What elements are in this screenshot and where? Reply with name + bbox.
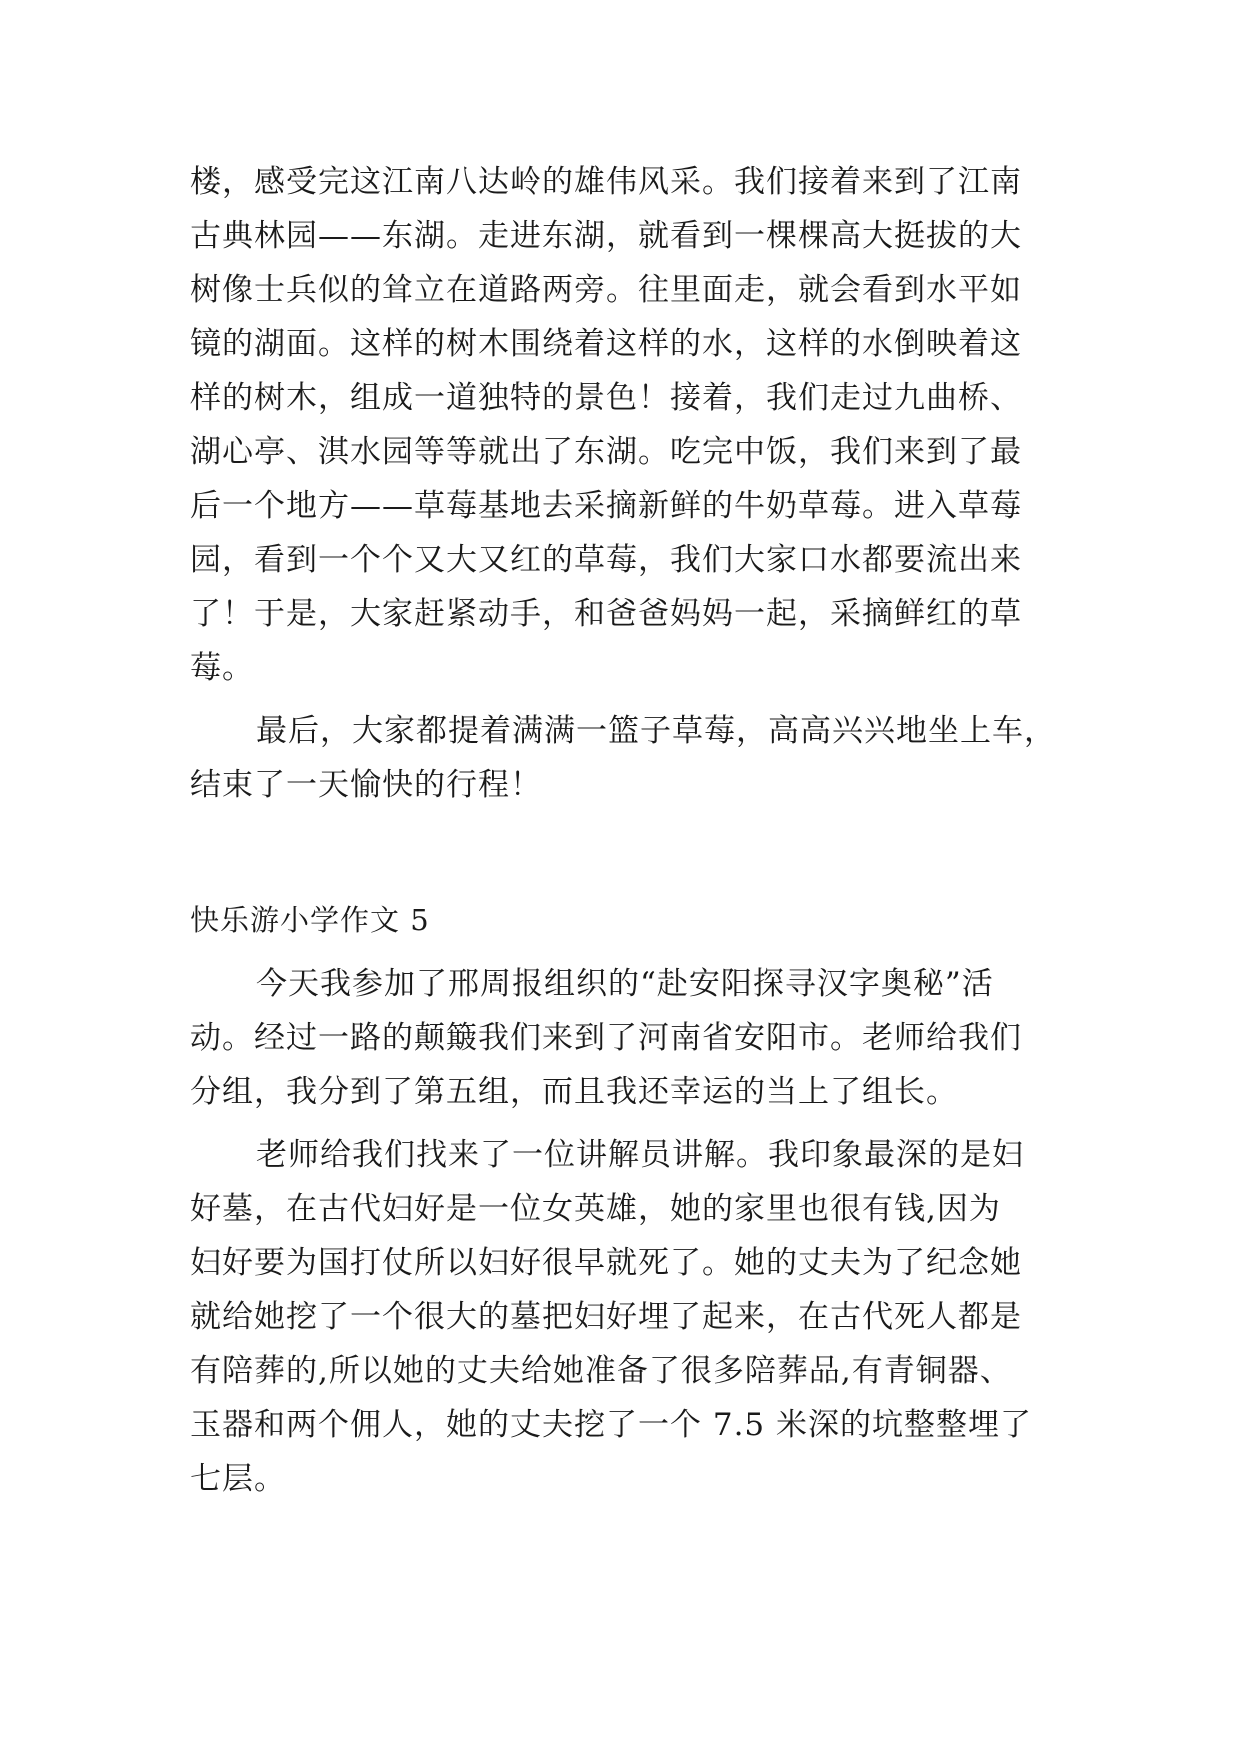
text-line: 七层。 xyxy=(190,1461,286,1497)
text-line: 样的树木，组成一道独特的景色！接着，我们走过九曲桥、 xyxy=(190,380,1022,416)
text-line: 湖心亭、淇水园等等就出了东湖。吃完中饭，我们来到了最 xyxy=(190,434,1022,470)
text-line: 就给她挖了一个很大的墓把妇好埋了起来，在古代死人都是 xyxy=(190,1299,1022,1335)
text-line: 了！于是，大家赶紧动手，和爸爸妈妈一起，采摘鲜红的草 xyxy=(190,596,1022,632)
section-heading: 快乐游小学作文 5 xyxy=(190,903,430,937)
text-line: 今天我参加了邢周报组织的“赴安阳探寻汉字奥秘”活 xyxy=(256,966,994,1002)
text-line: 古典林园——东湖。走进东湖，就看到一棵棵高大挺拔的大 xyxy=(190,218,1022,254)
text-line: 妇好要为国打仗所以妇好很早就死了。她的丈夫为了纪念她 xyxy=(190,1245,1022,1281)
text-line: 树像士兵似的耸立在道路两旁。往里面走，就会看到水平如 xyxy=(190,272,1022,308)
text-line: 老师给我们找来了一位讲解员讲解。我印象最深的是妇 xyxy=(256,1137,1024,1173)
text-line: 玉器和两个佣人，她的丈夫挖了一个 7.5 米深的坑整整埋了 xyxy=(190,1407,1033,1443)
text-line: 结束了一天愉快的行程！ xyxy=(190,767,542,803)
text-line: 园，看到一个个又大又红的草莓，我们大家口水都要流出来 xyxy=(190,542,1022,578)
text-line: 后一个地方——草莓基地去采摘新鲜的牛奶草莓。进入草莓 xyxy=(190,488,1022,524)
text-line: 楼，感受完这江南八达岭的雄伟风采。我们接着来到了江南 xyxy=(190,164,1022,200)
text-line: 好墓，在古代妇好是一位女英雄，她的家里也很有钱,因为 xyxy=(190,1191,1001,1227)
text-line: 动。经过一路的颠簸我们来到了河南省安阳市。老师给我们 xyxy=(190,1020,1022,1056)
text-line: 分组，我分到了第五组，而且我还幸运的当上了组长。 xyxy=(190,1074,958,1110)
text-line: 最后，大家都提着满满一篮子草莓，高高兴兴地坐上车， xyxy=(256,713,1056,749)
text-line: 莓。 xyxy=(190,650,254,686)
text-line: 镜的湖面。这样的树木围绕着这样的水，这样的水倒映着这 xyxy=(190,326,1022,362)
text-line: 有陪葬的,所以她的丈夫给她准备了很多陪葬品,有青铜器、 xyxy=(190,1353,1012,1389)
